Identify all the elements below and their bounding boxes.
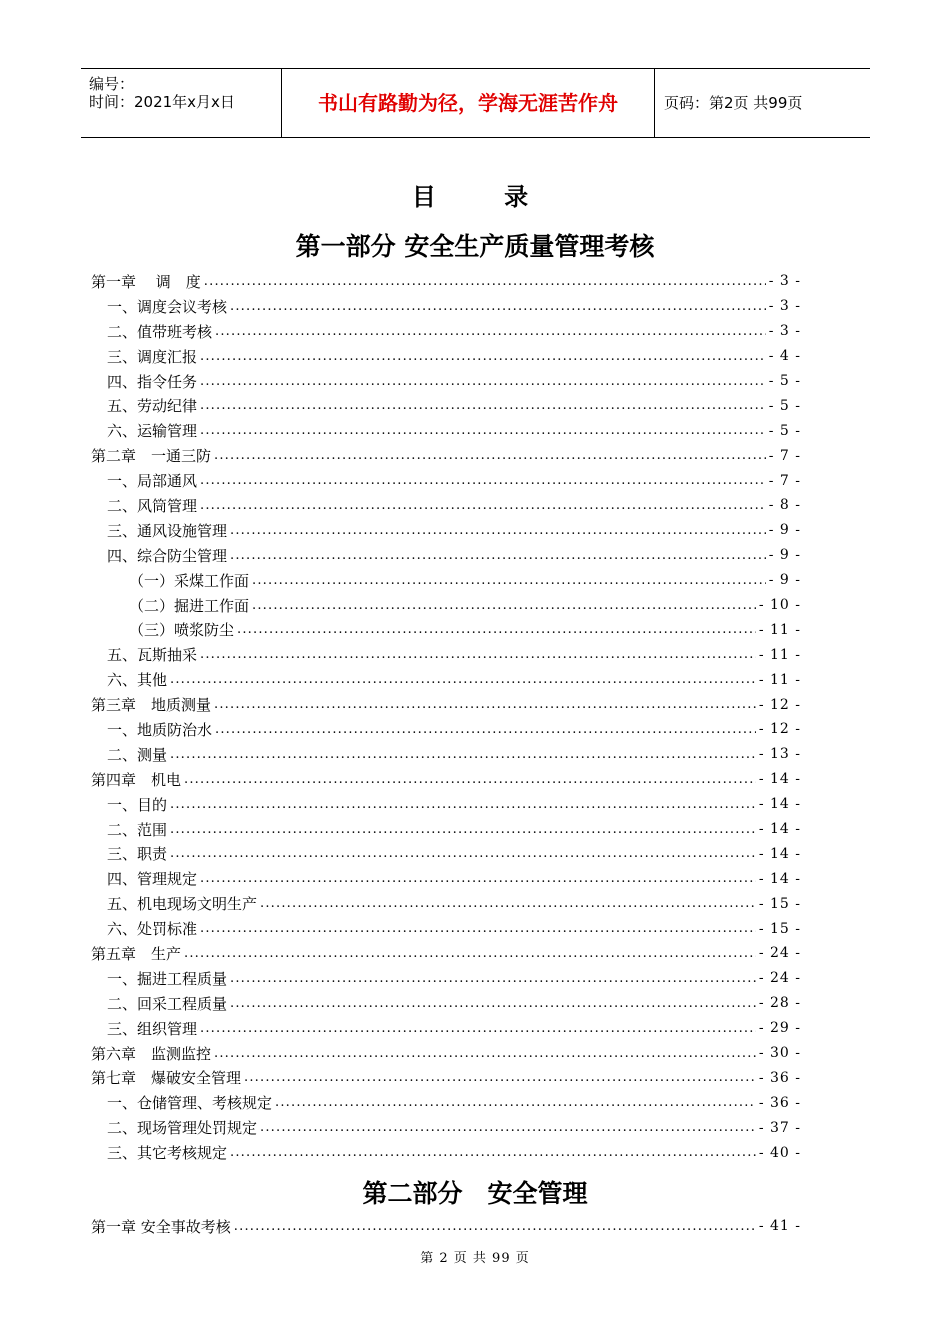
toc-entry-label: 六、其他: [107, 671, 168, 690]
toc-leader-dots: [214, 448, 766, 463]
toc-entry-page: - 11 -: [758, 671, 801, 688]
toc-entry-label: （一）采煤工作面: [129, 571, 250, 590]
toc-entry-page: - 14 -: [758, 870, 801, 887]
toc-leader-dots: [230, 996, 756, 1011]
toc-leader-dots: [230, 971, 756, 986]
toc-entry-label: 二、值带班考核: [107, 322, 213, 341]
toc-entry-page: - 13 -: [758, 746, 801, 763]
toc-entry[interactable]: [91, 617, 801, 642]
toc-entry[interactable]: [91, 1115, 801, 1140]
part1-title: 第一部分 安全生产质量管理考核: [295, 232, 655, 261]
toc-entry[interactable]: [91, 493, 801, 518]
toc-entry-page: - 14 -: [758, 821, 801, 838]
toc-entry[interactable]: [91, 1214, 801, 1239]
toc-leader-dots: [260, 896, 756, 911]
toc-entry-page: - 41 -: [758, 1218, 801, 1235]
toc-entry-label: 一、掘进工程质量: [107, 969, 228, 988]
toc-entry-page: - 24 -: [758, 945, 801, 962]
toc-leader-dots: [215, 324, 766, 339]
toc-part2: [91, 1214, 801, 1239]
toc-entry[interactable]: [91, 319, 801, 344]
toc-leader-dots: [214, 697, 756, 712]
toc-leader-dots: [200, 647, 756, 662]
toc-entry-label: 三、职责: [107, 845, 168, 864]
toc-entry-page: - 3 -: [768, 298, 801, 315]
toc-leader-dots: [252, 598, 756, 613]
toc-entry-label: 第一章 调 度: [91, 272, 201, 291]
toc-entry[interactable]: [91, 717, 801, 742]
header-motto: 书山有路勤为径，学海无涯苦作舟: [282, 69, 655, 137]
toc-entry-page: - 9 -: [768, 547, 801, 564]
toc-entry-label: 一、局部通风: [107, 472, 198, 491]
toc-title: 目 录: [411, 182, 559, 211]
toc-entry-label: 五、机电现场文明生产: [107, 895, 258, 914]
toc-leader-dots: [237, 622, 756, 637]
toc-entry[interactable]: [91, 667, 801, 692]
toc-entry[interactable]: [91, 1041, 801, 1066]
toc-entry-page: - 14 -: [758, 845, 801, 862]
toc-entry[interactable]: [91, 817, 801, 842]
toc-leader-dots: [214, 1046, 756, 1061]
toc-entry-page: - 7 -: [768, 447, 801, 464]
toc-leader-dots: [230, 548, 766, 563]
toc-entry-page: - 7 -: [768, 472, 801, 489]
toc-entry-page: - 10 -: [758, 597, 801, 614]
toc-entry[interactable]: [91, 393, 801, 418]
toc-entry[interactable]: [91, 518, 801, 543]
toc-entry-label: 第二章 一通三防: [91, 447, 212, 466]
toc-entry-label: 一、调度会议考核: [107, 297, 228, 316]
toc-entry-label: 第七章 爆破安全管理: [91, 1069, 242, 1088]
toc-entry[interactable]: [91, 1066, 801, 1091]
toc-entry-label: 第六章 监测监控: [91, 1044, 212, 1063]
toc-leader-dots: [200, 921, 756, 936]
toc-leader-dots: [200, 871, 756, 886]
toc-entry-page: - 4 -: [768, 348, 801, 365]
toc-entry[interactable]: [91, 841, 801, 866]
toc-leader-dots: [230, 299, 766, 314]
toc-entry-label: 五、劳动纪律: [107, 397, 198, 416]
toc-entry-label: 第五章 生产: [91, 944, 182, 963]
toc-leader-dots: [244, 1070, 756, 1085]
toc-entry-page: - 9 -: [768, 572, 801, 589]
toc-entry[interactable]: [91, 891, 801, 916]
toc-entry-page: - 9 -: [768, 522, 801, 539]
toc-entry-label: 二、现场管理处罚规定: [107, 1119, 258, 1138]
toc-entry[interactable]: [91, 269, 801, 294]
toc-entry-label: 三、通风设施管理: [107, 521, 228, 540]
toc-entry[interactable]: [91, 468, 801, 493]
number-label: 编号：: [89, 75, 135, 93]
toc-entry[interactable]: [91, 966, 801, 991]
toc-leader-dots: [230, 523, 766, 538]
toc-entry[interactable]: [91, 916, 801, 941]
toc-leader-dots: [200, 349, 766, 364]
toc-leader-dots: [260, 1120, 756, 1135]
toc-entry-label: 六、运输管理: [107, 422, 198, 441]
time-label: 时间：2021年x月x日: [89, 93, 235, 111]
toc-entry-label: 五、瓦斯抽采: [107, 646, 198, 665]
toc-leader-dots: [234, 1219, 756, 1234]
toc-entry[interactable]: [91, 742, 801, 767]
toc-entry[interactable]: [91, 443, 801, 468]
toc-entry-label: 二、回采工程质量: [107, 994, 228, 1013]
toc-entry[interactable]: [91, 1140, 801, 1165]
toc-leader-dots: [200, 473, 766, 488]
toc-leader-dots: [184, 772, 756, 787]
toc-entry[interactable]: [91, 792, 801, 817]
document-header: [81, 68, 870, 138]
toc-entry-page: - 3 -: [768, 323, 801, 340]
toc-entry-label: 二、风筒管理: [107, 496, 198, 515]
toc-leader-dots: [200, 498, 766, 513]
toc-part1: [91, 269, 801, 1165]
header-page-info: 页码：第2页 共99页: [664, 94, 803, 112]
toc-leader-dots: [200, 1021, 756, 1036]
toc-leader-dots: [200, 398, 766, 413]
toc-entry-label: 六、处罚标准: [107, 920, 198, 939]
toc-entry-label: 二、测量: [107, 745, 168, 764]
toc-leader-dots: [200, 423, 766, 438]
toc-leader-dots: [200, 374, 766, 389]
toc-entry-label: 一、目的: [107, 795, 168, 814]
page-footer: 第 2 页 共 99 页: [420, 1251, 530, 1266]
toc-entry-page: - 11 -: [758, 621, 801, 638]
toc-leader-dots: [252, 573, 766, 588]
toc-entry-page: - 15 -: [758, 920, 801, 937]
toc-entry[interactable]: [91, 767, 801, 792]
toc-leader-dots: [170, 822, 756, 837]
toc-entry[interactable]: [91, 991, 801, 1016]
toc-entry[interactable]: [91, 692, 801, 717]
toc-entry-page: - 5 -: [768, 373, 801, 389]
toc-entry-label: （二）掘进工作面: [129, 596, 250, 615]
toc-entry[interactable]: [91, 1016, 801, 1041]
toc-leader-dots: [170, 747, 756, 762]
toc-entry-page: - 5 -: [768, 397, 801, 414]
toc-entry-page: - 5 -: [768, 422, 801, 439]
part2-title: 第二部分 安全管理: [362, 1179, 588, 1208]
toc-entry-label: 第四章 机电: [91, 770, 182, 789]
toc-entry-page: - 12 -: [758, 696, 801, 713]
toc-leader-dots: [204, 274, 766, 289]
toc-entry-page: - 24 -: [758, 970, 801, 987]
toc-entry-label: 四、管理规定: [107, 870, 198, 889]
toc-entry[interactable]: [91, 294, 801, 319]
toc-entry[interactable]: [91, 344, 801, 369]
toc-entry[interactable]: [91, 941, 801, 966]
toc-entry-label: 三、调度汇报: [107, 347, 198, 366]
toc-entry-page: - 15 -: [758, 895, 801, 912]
toc-entry-label: 三、组织管理: [107, 1019, 198, 1038]
toc-entry-page: - 40 -: [758, 1144, 801, 1161]
toc-entry-page: - 11 -: [758, 646, 801, 663]
toc-entry[interactable]: [91, 568, 801, 593]
toc-leader-dots: [170, 846, 756, 861]
toc-entry-label: 二、范围: [107, 820, 168, 839]
toc-entry-page: - 3 -: [768, 273, 801, 290]
toc-leader-dots: [184, 946, 756, 961]
toc-entry[interactable]: [91, 866, 801, 891]
toc-entry-page: - 30 -: [758, 1045, 801, 1062]
toc-entry-page: - 36 -: [758, 1094, 801, 1111]
toc-entry[interactable]: [91, 543, 801, 568]
toc-entry[interactable]: [91, 369, 801, 394]
toc-entry[interactable]: [91, 642, 801, 667]
toc-entry-page: - 14 -: [758, 771, 801, 788]
toc-entry-page: - 14 -: [758, 796, 801, 813]
toc-entry-label: 三、其它考核规定: [107, 1144, 228, 1163]
toc-entry-label: 第一章 安全事故考核: [91, 1217, 231, 1236]
toc-leader-dots: [230, 1145, 756, 1160]
toc-entry-page: - 36 -: [758, 1069, 801, 1086]
toc-entry-label: 第三章 地质测量: [91, 696, 212, 715]
toc-leader-dots: [170, 797, 756, 812]
toc-leader-dots: [170, 672, 756, 687]
toc-entry-page: - 12 -: [758, 721, 801, 738]
toc-entry[interactable]: [91, 593, 801, 618]
toc-leader-dots: [275, 1095, 756, 1110]
toc-entry-page: - 29 -: [758, 1020, 801, 1037]
toc-leader-dots: [215, 722, 756, 737]
toc-entry-label: 四、指令任务: [107, 372, 198, 391]
toc-entry[interactable]: [91, 418, 801, 443]
toc-entry-label: （三）喷浆防尘: [129, 621, 235, 640]
toc-entry-page: - 8 -: [768, 497, 801, 514]
toc-entry[interactable]: [91, 1090, 801, 1115]
toc-entry-page: - 28 -: [758, 995, 801, 1012]
toc-entry-page: - 37 -: [758, 1119, 801, 1136]
toc-entry-label: 一、仓储管理、考核规定: [107, 1094, 273, 1113]
toc-entry-label: 一、地质防治水: [107, 720, 213, 739]
header-meta-cell: [81, 69, 282, 137]
toc-entry-label: 四、综合防尘管理: [107, 546, 228, 565]
